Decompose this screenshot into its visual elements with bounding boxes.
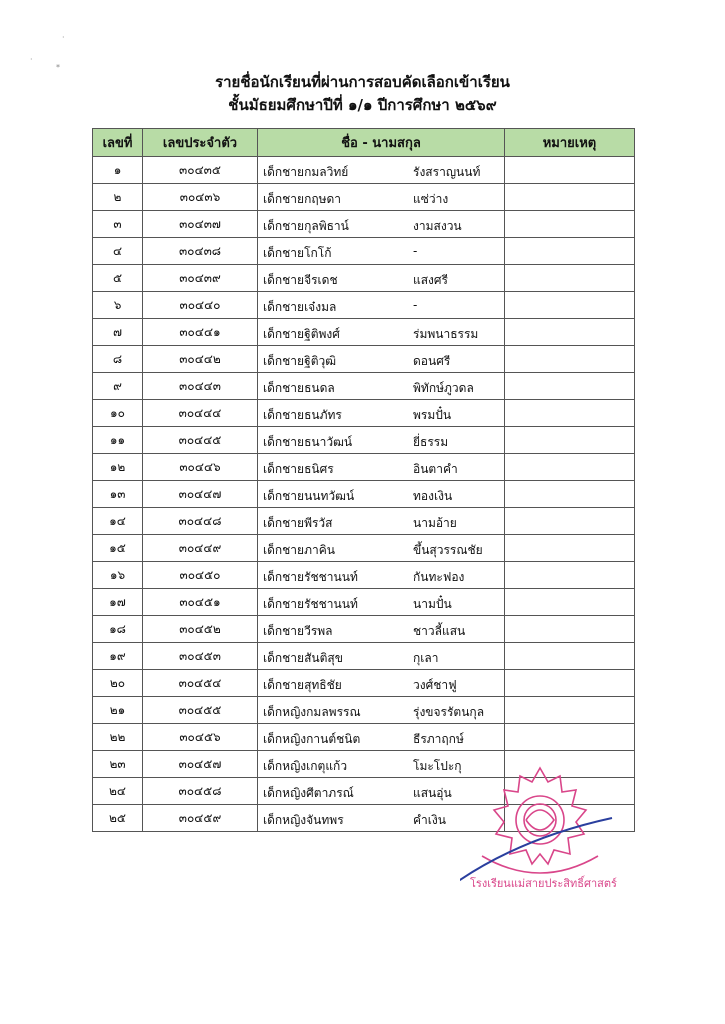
student-last-name: - [413,244,418,258]
student-id: ๓๐๔๔๕ [143,427,258,454]
student-first-name: เด็กชายธนดล [263,381,335,395]
student-first-name: เด็กชายรัชชานนท์ [263,570,358,584]
student-first-name: เด็กชายจีรเดช [263,273,338,287]
student-last-name: นามปั๋น [413,597,452,611]
student-name-cell [258,373,505,400]
scan-speck: · [30,55,33,64]
student-id: ๓๐๔๕๐ [143,562,258,589]
student-name-cell [258,616,505,643]
student-last-name: ดอนศรี [413,354,451,368]
student-id: ๓๐๔๕๓ [143,643,258,670]
student-name-cell [258,454,505,481]
student-first-name: เด็กชายธนาวัฒน์ [263,435,353,449]
student-note [505,373,635,400]
student-last-name: ขึ้นสุวรรณชัย [413,543,483,557]
student-first-name: เด็กชายโกโก้ [263,246,332,260]
row-number: ๘ [93,346,143,373]
student-name-cell [258,562,505,589]
student-first-name: เด็กชายเจ๋งมล [263,300,337,314]
student-id: ๓๐๔๔๖ [143,454,258,481]
row-number: ๒๐ [93,670,143,697]
student-note [505,292,635,319]
table-header-row [93,129,635,157]
student-note [505,346,635,373]
student-id: ๓๐๔๔๙ [143,535,258,562]
student-note [505,562,635,589]
row-number: ๗ [93,319,143,346]
table-row [93,238,635,265]
student-first-name: เด็กชายรัชชานนท์ [263,597,358,611]
student-first-name: เด็กชายธนภัทร [263,408,342,422]
row-number: ๒๒ [93,724,143,751]
table-row [93,184,635,211]
student-first-name: เด็กชายกฤษดา [263,192,342,206]
student-last-name: แซ่ว่าง [413,192,449,206]
student-first-name: เด็กชายกุลพิธาน์ [263,219,349,233]
table-row [93,616,635,643]
student-id: ๓๐๔๔๗ [143,481,258,508]
student-id: ๓๐๔๕๔ [143,670,258,697]
student-name-cell [258,697,505,724]
student-first-name: เด็กหญิงกานต์ชนิต [263,732,361,746]
row-number: ๑๓ [93,481,143,508]
student-last-name: อินตาคำ [413,462,458,476]
student-note [505,643,635,670]
student-name-cell [258,400,505,427]
student-first-name: เด็กหญิงจันทพร [263,813,344,827]
row-number: ๓ [93,211,143,238]
table-row [93,643,635,670]
student-last-name: พิทักษ์ภูวดล [413,381,474,395]
student-last-name: รังสราญนนท์ [413,165,481,179]
student-id: ๓๐๔๕๘ [143,778,258,805]
student-last-name: รุ่งขจรรัตนกุล [413,705,485,719]
row-number: ๑๘ [93,616,143,643]
header-id: เลขประจำตัว [143,129,258,157]
scan-speck: * [56,63,60,72]
student-name-cell [258,724,505,751]
student-last-name: โมะโปะกุ [413,759,462,773]
table-row [93,157,635,184]
document-title: รายชื่อนักเรียนที่ผ่านการสอบคัดเลือกเข้าเรียน [215,73,510,91]
row-number: ๔ [93,238,143,265]
row-number: ๑๐ [93,400,143,427]
student-last-name: ชาวลี้แสน [413,624,466,638]
row-number: ๒๔ [93,778,143,805]
student-first-name: เด็กชายนนทวัฒน์ [263,489,355,503]
student-note [505,724,635,751]
student-note [505,238,635,265]
student-id: ๓๐๔๔๒ [143,346,258,373]
student-note [505,157,635,184]
student-note [505,697,635,724]
row-number: ๙ [93,373,143,400]
student-name-cell [258,238,505,265]
student-note [505,211,635,238]
document-subtitle: ชั้นมัธยมศึกษาปีที่ ๑/๑ ปีการศึกษา ๒๕๖๙ [228,96,497,114]
table-row [93,265,635,292]
student-note [505,265,635,292]
row-number: ๑๙ [93,643,143,670]
header-note: หมายเหตุ [505,129,635,157]
student-name-cell [258,319,505,346]
student-id: ๓๐๔๔๘ [143,508,258,535]
table-row [93,562,635,589]
table-row [93,427,635,454]
student-id: ๓๐๔๕๑ [143,589,258,616]
student-first-name: เด็กชายภาคิน [263,543,335,557]
table-row [93,454,635,481]
table-row [93,670,635,697]
row-number: ๑๑ [93,427,143,454]
row-number: ๒๕ [93,805,143,832]
student-first-name: เด็กหญิงกมลพรรณ [263,705,361,719]
student-id: ๓๐๔๔๔ [143,400,258,427]
student-name-cell [258,211,505,238]
table-row [93,319,635,346]
student-first-name: เด็กชายกมลวิทย์ [263,165,349,179]
student-first-name: เด็กชายฐิติพงศ์ [263,327,340,341]
seal-core-circle [524,804,556,836]
row-number: ๒๑ [93,697,143,724]
student-id: ๓๐๔๔๐ [143,292,258,319]
row-number: ๑๗ [93,589,143,616]
table-row [93,292,635,319]
student-name-cell [258,643,505,670]
table-row [93,508,635,535]
table-row [93,535,635,562]
row-number: ๒๓ [93,751,143,778]
student-last-name: งามสงวน [413,219,462,233]
student-first-name: เด็กชายฐิติวุฒิ [263,354,337,368]
table-row [93,400,635,427]
table-row [93,481,635,508]
table-row [93,697,635,724]
student-name-cell [258,589,505,616]
student-id: ๓๐๔๓๖ [143,184,258,211]
student-note [505,508,635,535]
table-row [93,589,635,616]
student-first-name: เด็กชายสุทธิชัย [263,678,342,692]
student-name-cell [258,508,505,535]
student-last-name: กุเลา [413,651,439,665]
student-id: ๓๐๔๔๓ [143,373,258,400]
student-list-table [92,128,635,832]
student-name-cell [258,481,505,508]
student-name-cell [258,670,505,697]
student-name-cell [258,535,505,562]
student-name-cell [258,157,505,184]
student-note [505,454,635,481]
row-number: ๑๖ [93,562,143,589]
student-last-name: ร่มพนาธรรม [413,327,479,341]
student-id: ๓๐๔๓๗ [143,211,258,238]
student-last-name: แสนอุ่น [413,786,452,800]
student-last-name: - [413,298,418,312]
student-note [505,184,635,211]
row-number: ๑๕ [93,535,143,562]
student-id: ๓๐๔๓๙ [143,265,258,292]
student-id: ๓๐๔๕๒ [143,616,258,643]
row-number: ๒ [93,184,143,211]
student-id: ๓๐๔๕๖ [143,724,258,751]
student-first-name: เด็กชายพีรวัส [263,516,333,530]
row-number: ๕ [93,265,143,292]
student-last-name: กันทะฟอง [413,570,465,584]
student-note [505,589,635,616]
student-last-name: แสงศรี [413,273,448,287]
student-note [505,535,635,562]
student-last-name: วงศ์ชาฟู [413,678,457,692]
header-name: ชื่อ - นามสกุล [258,129,505,157]
student-name-cell [258,184,505,211]
student-note [505,670,635,697]
student-note [505,319,635,346]
row-number: ๑ [93,157,143,184]
row-number: ๑๔ [93,508,143,535]
student-name-cell [258,346,505,373]
student-last-name: ยี่ธรรม [413,435,449,449]
student-last-name: ธีรภาฤกษ์ [413,732,464,746]
row-number: ๖ [93,292,143,319]
student-last-name: นามอ้าย [413,516,457,530]
student-name-cell [258,292,505,319]
seal-ribbon [482,856,598,873]
scan-speck: · [62,33,65,42]
student-last-name: คำเงิน [413,813,446,827]
student-first-name: เด็กชายธนิศร [263,462,334,476]
student-id: ๓๐๔๕๙ [143,805,258,832]
table-row [93,373,635,400]
seal-emblem [526,810,554,830]
student-name-cell [258,265,505,292]
student-id: ๓๐๔๕๕ [143,697,258,724]
student-id: ๓๐๔๓๘ [143,238,258,265]
student-first-name: เด็กหญิงศีตาภรณ์ [263,786,354,800]
student-note [505,427,635,454]
table-row [93,211,635,238]
student-last-name: พรมปั๋น [413,408,452,422]
student-first-name: เด็กชายวีรพล [263,624,333,638]
student-first-name: เด็กหญิงเกตุแก้ว [263,759,348,773]
student-id: ๓๐๔๕๗ [143,751,258,778]
row-number: ๑๒ [93,454,143,481]
student-note [505,400,635,427]
student-note [505,616,635,643]
header-no: เลขที่ [93,129,143,157]
student-first-name: เด็กชายสันติสุข [263,651,343,665]
seal-caption: โรงเรียนแม่สายประสิทธิ์ศาสตร์ [470,877,617,890]
student-id: ๓๐๔๔๑ [143,319,258,346]
student-name-cell [258,427,505,454]
student-note [505,481,635,508]
seal-outline [494,768,586,864]
table-row [93,346,635,373]
student-id: ๓๐๔๓๕ [143,157,258,184]
student-last-name: ทองเงิน [413,489,453,503]
table-row [93,724,635,751]
